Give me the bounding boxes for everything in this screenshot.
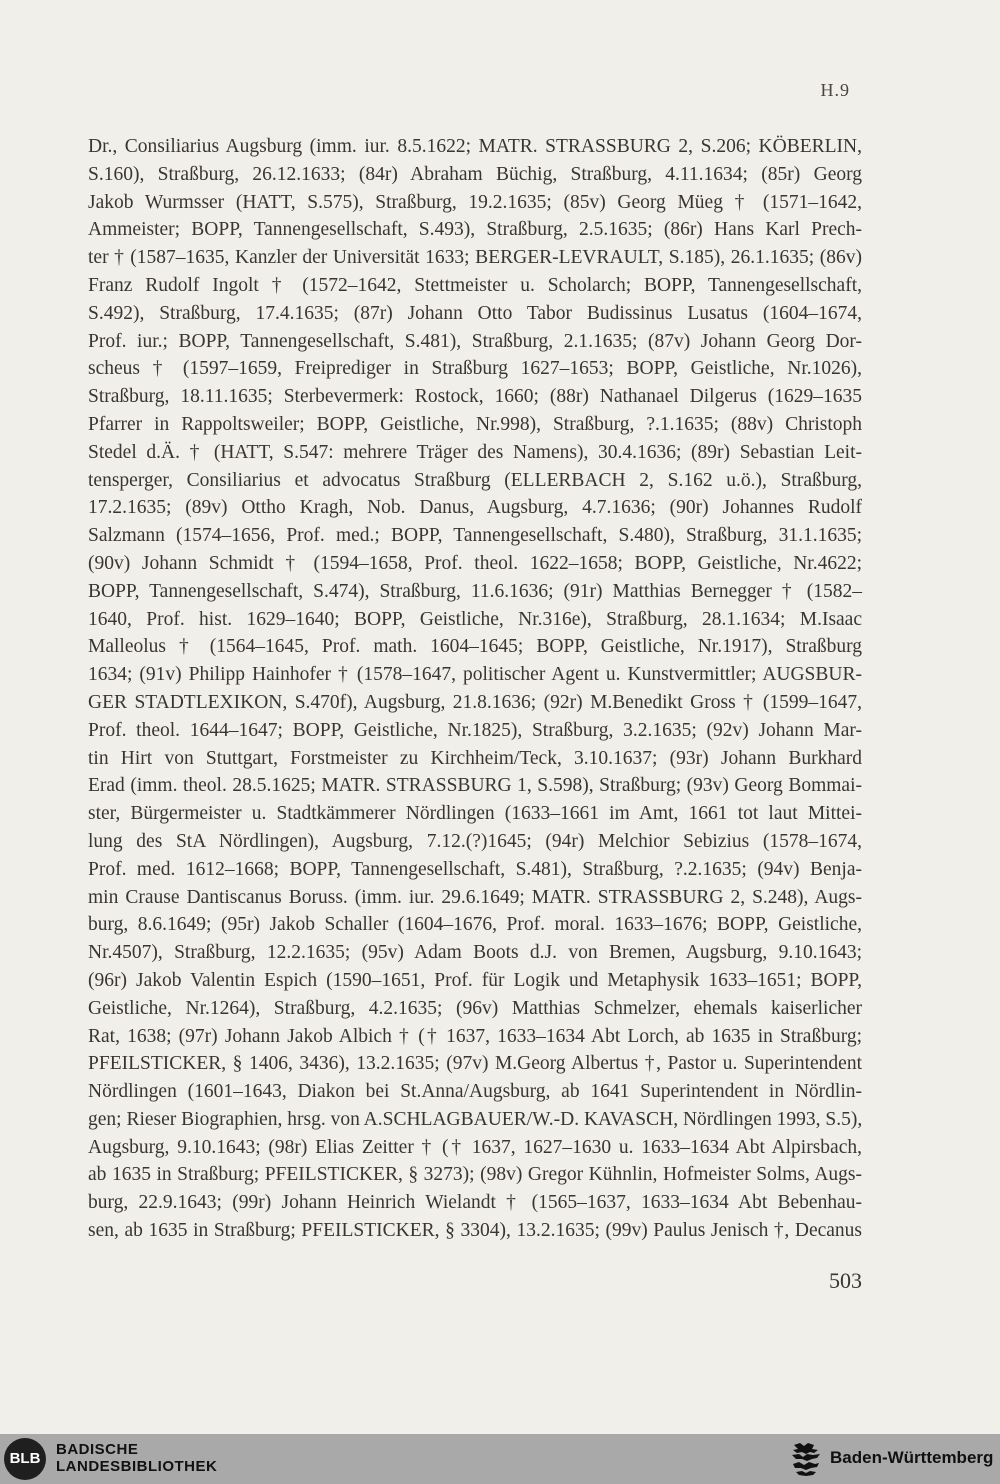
text-line: scheus † (1597–1659, Freiprediger in Straßburg 1627–1653; BOPP, Geistliche, Nr.1026), bbox=[88, 358, 862, 380]
text-line: tensperger, Consiliarius et advocatus Straßburg (ELLERBACH 2, S.162 u.ö.), Straßburg, bbox=[88, 469, 862, 491]
text-line: Salzmann (1574–1656, Prof. med.; BOPP, Tannengesellschaft, S.480), Straßburg, 31.1.1635; bbox=[88, 525, 862, 547]
text-line: burg, 8.6.1649; (95r) Jakob Schaller (1604–1676, Prof. moral. 1633–1676; BOPP, Geistliche, bbox=[88, 914, 862, 936]
text-line: Prof. iur.; BOPP, Tannengesellschaft, S.481), Straßburg, 2.1.1635; (87v) Johann Georg Dor- bbox=[88, 330, 862, 352]
text-line: (96r) Jakob Valentin Espich (1590–1651, Prof. für Logik und Metaphysik 1633–1651; BOPP, bbox=[88, 969, 862, 991]
text-line: burg, 22.9.1643; (99r) Johann Heinrich Wielandt † (1565–1637, 1633–1634 Abt Bebenhau- bbox=[88, 1192, 862, 1214]
text-line: Stedel d.Ä. † (HATT, S.547: mehrere Träger des Namens), 30.4.1636; (89r) Sebastian Leit- bbox=[88, 441, 862, 463]
text-line: Straßburg, 18.11.1635; Sterbevermerk: Rostock, 1660; (88r) Nathanael Dilgerus (1629–1635 bbox=[88, 386, 862, 408]
text-line: 17.2.1635; (89v) Ottho Kragh, Nob. Danus, Augsburg, 4.7.1636; (90r) Johannes Rudolf bbox=[88, 497, 862, 519]
baden-wuerttemberg-emblem-icon bbox=[790, 1442, 822, 1476]
text-line: Nr.4507), Straßburg, 12.2.1635; (95v) Adam Boots d.J. von Bremen, Augsburg, 9.10.1643; bbox=[88, 942, 862, 964]
text-line: Rat, 1638; (97r) Johann Jakob Albich † († 1637, 1633–1634 Abt Lorch, ab 1635 in Straßburg; bbox=[88, 1025, 862, 1047]
text-line: gen; Rieser Biographien, hrsg. von A.SCHLAGBAUER/W.-D. KAVASCH, Nördlingen 1993, S.5), bbox=[88, 1108, 863, 1130]
text-line: Jakob Wurmsser (HATT, S.575), Straßburg, 19.2.1635; (85v) Georg Müeg † (1571–1642, bbox=[88, 191, 862, 213]
text-line: GER STADTLEXIKON, S.470f), Augsburg, 21.8.1636; (92r) M.Benedikt Gross † (1599–1647, bbox=[88, 691, 862, 713]
text-line: Augsburg, 9.10.1643; (98r) Elias Zeitter † († 1637, 1627–1630 u. 1633–1634 Abt Alpirsbach, bbox=[88, 1136, 862, 1158]
text-line: PFEILSTICKER, § 1406, 3436), 13.2.1635; (97v) M.Georg Albertus †, Pastor u. Superintendent bbox=[88, 1053, 862, 1075]
body-text bbox=[88, 133, 862, 1245]
text-line: ter † (1587–1635, Kanzler der Universität 1633; BERGER-LEVRAULT, S.185), 26.1.1635; (86v) bbox=[88, 247, 862, 269]
library-name-line1: BADISCHE bbox=[56, 1441, 139, 1458]
text-line: lung des StA Nördlingen), Augsburg, 7.12.(?)1645; (94r) Melchior Sebizius (1578–1674, bbox=[88, 830, 862, 852]
footer-bar bbox=[0, 1434, 1000, 1484]
text-line: Ammeister; BOPP, Tannengesellschaft, S.493), Straßburg, 2.5.1635; (86r) Hans Karl Prech- bbox=[88, 219, 862, 241]
library-name[interactable] bbox=[56, 1441, 217, 1475]
page-number: 503 bbox=[829, 1268, 862, 1293]
text-line: Prof. med. 1612–1668; BOPP, Tannengesellschaft, S.481), Straßburg, ?.2.1635; (94v) Benja- bbox=[88, 858, 862, 880]
library-name-line2: LANDESBIBLIOTHEK bbox=[56, 1458, 218, 1475]
text-line: Franz Rudolf Ingolt † (1572–1642, Stettmeister u. Scholarch; BOPP, Tannengesellschaft, bbox=[88, 274, 862, 296]
state-name[interactable]: Baden-Württemberg bbox=[830, 1448, 994, 1467]
text-line: Pfarrer in Rappoltsweiler; BOPP, Geistliche, Nr.998), Straßburg, ?.1.1635; (88v) Christoph bbox=[88, 413, 862, 435]
text-line: BOPP, Tannengesellschaft, S.474), Straßburg, 11.6.1636; (91r) Matthias Bernegger † (1582– bbox=[88, 580, 862, 602]
text-line: Erad (imm. theol. 28.5.1625; MATR. STRASSBURG 1, S.598), Straßburg; (93v) Georg Bommai- bbox=[88, 775, 862, 797]
text-line: S.492), Straßburg, 17.4.1635; (87r) Johann Otto Tabor Budissinus Lusatus (1604–1674, bbox=[88, 302, 862, 324]
text-line: 1634; (91v) Philipp Hainhofer † (1578–1647, politischer Agent u. Kunstvermittler; AUGSBUR- bbox=[88, 664, 862, 686]
text-line: Prof. theol. 1644–1647; BOPP, Geistliche, Nr.1825), Straßburg, 3.2.1635; (92v) Johann Mar- bbox=[88, 719, 862, 741]
text-line: tin Hirt von Stuttgart, Forstmeister zu Kirchheim/Teck, 3.10.1637; (93r) Johann Burkhard bbox=[88, 747, 862, 769]
text-line: Nördlingen (1601–1643, Diakon bei St.Anna/Augsburg, ab 1641 Superintendent in Nördlin- bbox=[88, 1081, 862, 1103]
text-line: ster, Bürgermeister u. Stadtkämmerer Nördlingen (1633–1661 im Amt, 1661 tot laut Mittei- bbox=[88, 803, 862, 825]
text-line: Dr., Consiliarius Augsburg (imm. iur. 8.5.1622; MATR. STRASSBURG 2, S.206; KÖBERLIN, bbox=[88, 136, 862, 157]
blb-logo[interactable]: BLB bbox=[4, 1438, 46, 1480]
text-line: sen, ab 1635 in Straßburg; PFEILSTICKER, § 3304), 13.2.1635; (99v) Paulus Jenisch †, Decanus bbox=[88, 1220, 862, 1242]
running-header: H.9 bbox=[820, 80, 850, 100]
text-line: min Crause Dantiscanus Boruss. (imm. iur. 29.6.1649; MATR. STRASSBURG 2, S.248), Augs- bbox=[88, 886, 862, 908]
text-line: 1640, Prof. hist. 1629–1640; BOPP, Geistliche, Nr.316e), Straßburg, 28.1.1634; M.Isaac bbox=[88, 608, 862, 630]
text-line: Malleolus † (1564–1645, Prof. math. 1604–1645; BOPP, Geistliche, Nr.1917), Straßburg bbox=[88, 636, 862, 658]
text-line: ab 1635 in Straßburg; PFEILSTICKER, § 3273); (98v) Gregor Kühnlin, Hofmeister Solms, Augs- bbox=[88, 1164, 862, 1186]
text-line: Geistliche, Nr.1264), Straßburg, 4.2.1635; (96v) Matthias Schmelzer, ehemals kaiserlicher bbox=[88, 997, 862, 1019]
text-line: (90v) Johann Schmidt † (1594–1658, Prof. theol. 1622–1658; BOPP, Geistliche, Nr.4622; bbox=[88, 552, 862, 574]
text-line: S.160), Straßburg, 26.12.1633; (84r) Abraham Büchig, Straßburg, 4.11.1634; (85r) Georg bbox=[88, 163, 862, 185]
